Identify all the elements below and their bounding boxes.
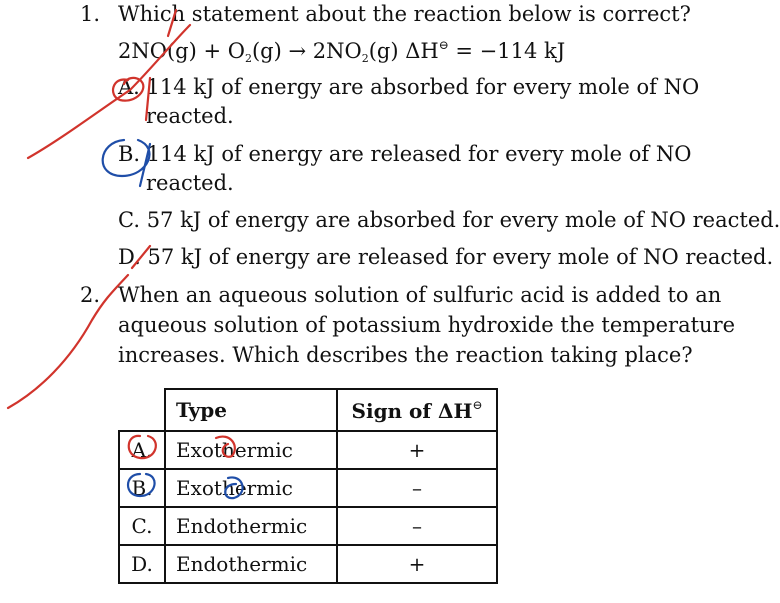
table-row <box>119 431 497 469</box>
row-type: Exothermic <box>165 469 337 507</box>
row-type: Endothermic <box>165 507 337 545</box>
table-header-row <box>119 389 497 431</box>
row-sign: + <box>337 545 497 583</box>
question-1-prompt: Which statement about the reaction below is correct? <box>118 2 691 26</box>
table-row <box>119 507 497 545</box>
red-check-mark-2 <box>8 275 128 408</box>
option-a: A. 114 kJ of energy are absorbed for every mole of NO <box>118 75 700 99</box>
question-2-number: 2. <box>80 283 101 307</box>
header-blank-cell <box>119 389 165 431</box>
question-2-line: aqueous solution of potassium hydroxide the temperature <box>118 313 736 337</box>
row-letter: A. <box>119 431 165 469</box>
row-letter: C. <box>119 507 165 545</box>
row-sign: – <box>337 469 497 507</box>
question-2-line: increases. Which describes the reaction taking place? <box>118 343 693 367</box>
answer-table <box>118 388 498 584</box>
row-type: Exothermic <box>165 431 337 469</box>
header-type: Type <box>165 389 337 431</box>
question-2-line: When an aqueous solution of sulfuric acid is added to an <box>118 283 722 307</box>
option-c: C. 57 kJ of energy are absorbed for every mole of NO reacted. <box>118 208 780 232</box>
option-a-line2: reacted. <box>146 104 234 128</box>
row-type: Endothermic <box>165 545 337 583</box>
option-b-line2: reacted. <box>146 171 234 195</box>
row-letter: B. <box>119 469 165 507</box>
question-2-prompt <box>118 280 735 370</box>
reaction-equation: $2NO(g) + O_2(g) \to 2NO_2(g) \Delta H^⊖ = -114$ kJ <box>118 38 566 65</box>
row-sign: + <box>337 431 497 469</box>
header-sign: Sign of ΔH⊖ <box>337 389 497 431</box>
row-sign: – <box>337 507 497 545</box>
option-b: B. 114 kJ of energy are released for every mole of NO <box>118 142 692 166</box>
table-row <box>119 469 497 507</box>
row-letter: D. <box>119 545 165 583</box>
question-1-number: 1. <box>80 2 101 26</box>
table-row <box>119 545 497 583</box>
option-d: D. 57 kJ of energy are released for every mole of NO reacted. <box>118 245 774 269</box>
